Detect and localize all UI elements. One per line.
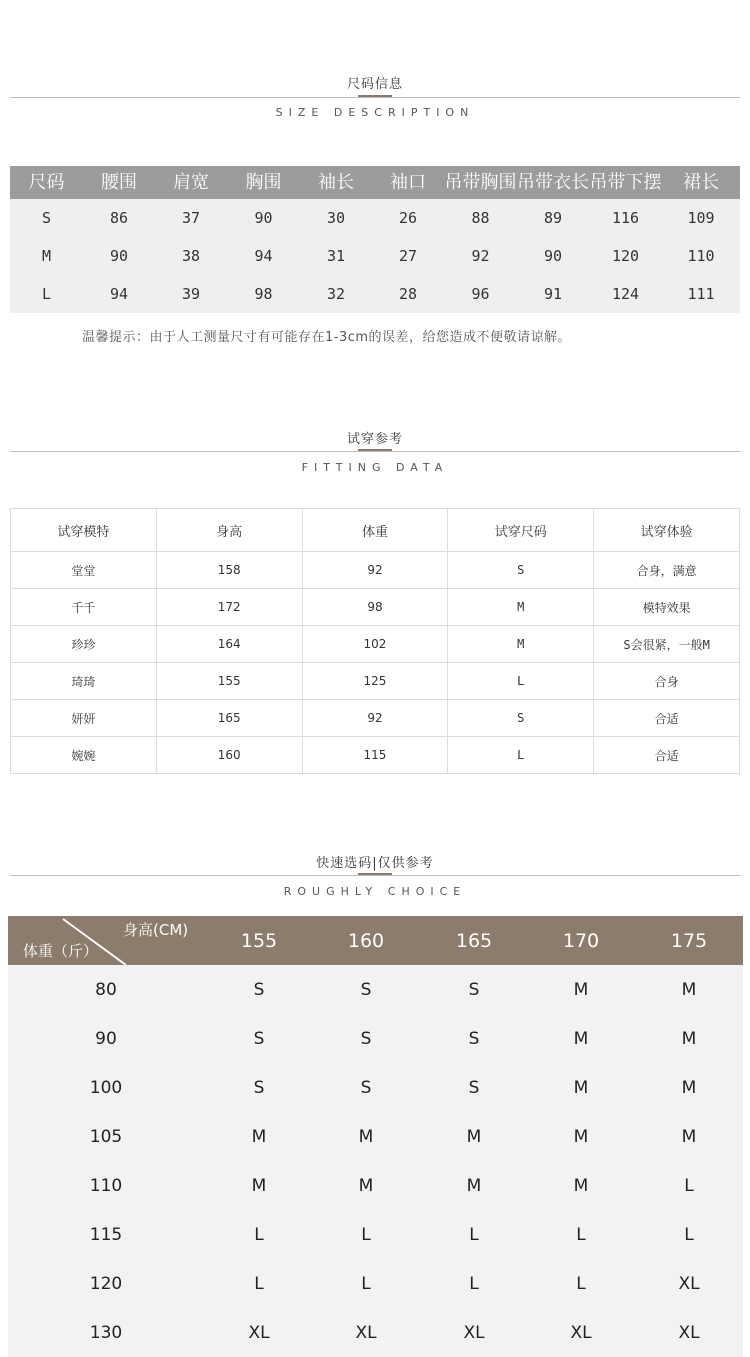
choice-title-cn: 快速选码|仅供参考 bbox=[316, 856, 434, 871]
fitting-title-en: FITTING DATA bbox=[301, 461, 449, 474]
choice-size-cell: M bbox=[251, 1126, 267, 1147]
fitting-cell: 172 bbox=[156, 589, 302, 626]
size-cell: 94 bbox=[254, 247, 273, 265]
size-cell: 109 bbox=[687, 209, 715, 227]
fitting-cell: 102 bbox=[302, 626, 448, 663]
choice-size-cell: L bbox=[469, 1273, 479, 1294]
choice-row bbox=[8, 1210, 743, 1259]
choice-size-cell: XL bbox=[355, 1322, 377, 1343]
choice-size-cell: M bbox=[681, 1028, 697, 1049]
choice-title-rule bbox=[10, 875, 740, 876]
size-header-cell: 裙长 bbox=[683, 171, 719, 193]
choice-size-cell: L bbox=[684, 1175, 694, 1196]
size-cell: 88 bbox=[471, 209, 490, 227]
size-cell: 89 bbox=[543, 209, 563, 227]
fitting-cell: 115 bbox=[302, 737, 448, 774]
choice-size-cell: S bbox=[468, 979, 480, 1000]
choice-size-cell: L bbox=[361, 1224, 371, 1245]
choice-row bbox=[8, 1112, 743, 1161]
fitting-cell: M bbox=[448, 626, 594, 663]
fitting-cell: 98 bbox=[302, 589, 448, 626]
size-cell: M bbox=[41, 247, 52, 265]
choice-size-cell: S bbox=[253, 1028, 265, 1049]
choice-row bbox=[8, 1161, 743, 1210]
size-row bbox=[10, 237, 740, 275]
fitting-cell: 155 bbox=[156, 663, 302, 700]
size-cell: 120 bbox=[611, 247, 640, 265]
size-cell: 28 bbox=[398, 285, 418, 303]
fitting-cell: L bbox=[448, 737, 594, 774]
fitting-header-cell: 身高 bbox=[156, 509, 302, 552]
choice-table-header bbox=[8, 916, 743, 965]
choice-size-cell: S bbox=[468, 1077, 480, 1098]
choice-size-cell: S bbox=[360, 979, 372, 1000]
size-header-cell: 吊带下摆 bbox=[589, 171, 662, 193]
fitting-cell: 妍妍 bbox=[11, 700, 157, 737]
choice-size-cell: XL bbox=[570, 1322, 592, 1343]
choice-size-cell: M bbox=[358, 1175, 374, 1196]
fitting-header-row bbox=[11, 509, 740, 552]
size-cell: 39 bbox=[181, 285, 201, 303]
fitting-row bbox=[11, 589, 740, 626]
size-cell: S bbox=[41, 209, 52, 227]
size-header-cell: 肩宽 bbox=[173, 171, 209, 193]
fitting-cell: 160 bbox=[156, 737, 302, 774]
size-cell: 26 bbox=[398, 209, 418, 227]
choice-weight-cell: 90 bbox=[95, 1028, 117, 1049]
size-header-cell: 吊带衣长 bbox=[517, 171, 589, 193]
choice-size-cell: M bbox=[466, 1126, 482, 1147]
choice-table-body bbox=[8, 965, 743, 1357]
size-header-cell: 胸围 bbox=[245, 171, 282, 193]
fitting-cell: 婉婉 bbox=[11, 737, 157, 774]
fitting-cell: 164 bbox=[156, 626, 302, 663]
choice-weight-cell: 100 bbox=[89, 1077, 123, 1098]
choice-row bbox=[8, 1063, 743, 1112]
fitting-cell: 模特效果 bbox=[594, 589, 740, 626]
choice-size-cell: L bbox=[576, 1273, 586, 1294]
choice-height-cell: 165 bbox=[455, 929, 493, 952]
fitting-cell: 合身，满意 bbox=[594, 552, 740, 589]
choice-size-cell: M bbox=[681, 1077, 697, 1098]
fitting-header-cell: 试穿体验 bbox=[594, 509, 740, 552]
size-cell: L bbox=[41, 285, 52, 303]
choice-height-cell: 170 bbox=[562, 929, 600, 952]
choice-size-cell: S bbox=[253, 979, 265, 1000]
choice-size-cell: M bbox=[573, 1028, 589, 1049]
fitting-cell: 千千 bbox=[11, 589, 157, 626]
size-cell: 92 bbox=[471, 247, 490, 265]
choice-height-cell: 155 bbox=[240, 929, 278, 952]
choice-weight-cell: 115 bbox=[89, 1224, 123, 1245]
choice-size-cell: S bbox=[253, 1077, 265, 1098]
size-title-rule bbox=[10, 97, 740, 98]
choice-size-cell: S bbox=[360, 1077, 372, 1098]
choice-size-cell: L bbox=[254, 1273, 264, 1294]
size-cell: 98 bbox=[254, 285, 273, 303]
choice-size-cell: XL bbox=[678, 1322, 700, 1343]
fitting-cell: 珍珍 bbox=[11, 626, 157, 663]
size-row bbox=[10, 275, 740, 313]
corner-weight-label: 体重（斤） bbox=[23, 942, 99, 960]
size-row bbox=[10, 199, 740, 237]
choice-weight-cell: 105 bbox=[89, 1126, 123, 1147]
size-cell: 91 bbox=[543, 285, 563, 303]
size-table-body bbox=[10, 199, 740, 313]
choice-size-cell: S bbox=[360, 1028, 372, 1049]
choice-table bbox=[8, 916, 743, 1357]
size-cell: 90 bbox=[254, 209, 273, 227]
choice-height-cell: 175 bbox=[670, 929, 708, 952]
choice-size-cell: L bbox=[576, 1224, 586, 1245]
size-cell: 96 bbox=[471, 285, 490, 303]
fitting-cell: 堂堂 bbox=[11, 552, 157, 589]
fitting-header-cell: 试穿尺码 bbox=[448, 509, 594, 552]
choice-size-cell: L bbox=[469, 1224, 479, 1245]
size-header-cell: 袖长 bbox=[318, 171, 354, 193]
size-header-cell: 腰围 bbox=[101, 171, 137, 193]
choice-weight-cell: 120 bbox=[89, 1273, 123, 1294]
size-cell: 94 bbox=[109, 285, 129, 303]
choice-size-cell: M bbox=[681, 1126, 697, 1147]
fitting-cell: 92 bbox=[302, 700, 448, 737]
size-tip: 温馨提示：由于人工测量尺寸有可能存在1-3cm的误差，给您造成不便敬请谅解。 bbox=[82, 330, 572, 345]
fitting-cell: 165 bbox=[156, 700, 302, 737]
choice-size-cell: M bbox=[573, 979, 589, 1000]
fitting-header-cell: 体重 bbox=[302, 509, 448, 552]
choice-row bbox=[8, 965, 743, 1014]
choice-size-cell: M bbox=[573, 1126, 589, 1147]
choice-weight-cell: 130 bbox=[89, 1322, 123, 1343]
choice-size-cell: L bbox=[361, 1273, 371, 1294]
size-cell: 32 bbox=[326, 285, 346, 303]
fitting-cell: 琦琦 bbox=[11, 663, 157, 700]
size-table bbox=[10, 166, 740, 313]
size-cell: 86 bbox=[109, 209, 129, 227]
fitting-cell: 合适 bbox=[594, 700, 740, 737]
size-cell: 38 bbox=[181, 247, 201, 265]
size-cell: 124 bbox=[611, 285, 640, 303]
fitting-cell: L bbox=[448, 663, 594, 700]
choice-size-cell: XL bbox=[678, 1273, 700, 1294]
fitting-cell: 合身 bbox=[594, 663, 740, 700]
fitting-title-rule bbox=[10, 451, 740, 452]
size-title-cn: 尺码信息 bbox=[346, 77, 403, 92]
choice-size-cell: M bbox=[573, 1175, 589, 1196]
choice-title-en: ROUGHLY CHOICE bbox=[283, 885, 467, 898]
fitting-row bbox=[11, 737, 740, 774]
fitting-cell: 92 bbox=[302, 552, 448, 589]
size-cell: 30 bbox=[326, 209, 346, 227]
choice-height-cell: 160 bbox=[347, 929, 385, 952]
size-cell: 31 bbox=[326, 247, 346, 265]
fitting-title-cn: 试穿参考 bbox=[346, 432, 403, 447]
choice-size-cell: S bbox=[468, 1028, 480, 1049]
size-title-en: SIZE DESCRIPTION bbox=[275, 106, 475, 119]
fitting-row bbox=[11, 626, 740, 663]
choice-row bbox=[8, 1014, 743, 1063]
fitting-cell: M bbox=[448, 589, 594, 626]
fitting-table bbox=[10, 508, 740, 774]
choice-row bbox=[8, 1308, 743, 1357]
size-cell: 90 bbox=[109, 247, 129, 265]
choice-size-cell: XL bbox=[463, 1322, 485, 1343]
size-header-cell: 袖口 bbox=[390, 171, 426, 193]
size-table-header bbox=[10, 166, 740, 199]
fitting-cell: 125 bbox=[302, 663, 448, 700]
fitting-cell: S bbox=[448, 552, 594, 589]
size-cell: 90 bbox=[543, 247, 563, 265]
choice-size-cell: M bbox=[681, 979, 697, 1000]
fitting-row bbox=[11, 663, 740, 700]
choice-size-cell: M bbox=[358, 1126, 374, 1147]
size-cell: 116 bbox=[611, 209, 640, 227]
choice-size-cell: XL bbox=[248, 1322, 270, 1343]
choice-size-cell: M bbox=[251, 1175, 267, 1196]
fitting-header-cell: 试穿模特 bbox=[11, 509, 157, 552]
size-cell: 27 bbox=[398, 247, 418, 265]
corner-height-label: 身高(CM) bbox=[123, 921, 189, 939]
fitting-cell: S bbox=[448, 700, 594, 737]
fitting-row bbox=[11, 552, 740, 589]
choice-size-cell: M bbox=[573, 1077, 589, 1098]
size-header-cell: 吊带胸围 bbox=[444, 171, 517, 193]
choice-size-cell: L bbox=[254, 1224, 264, 1245]
choice-size-cell: L bbox=[684, 1224, 694, 1245]
fitting-cell: 合适 bbox=[594, 737, 740, 774]
fitting-cell: S会很紧，一般M bbox=[594, 626, 740, 663]
choice-weight-cell: 110 bbox=[89, 1175, 123, 1196]
size-cell: 110 bbox=[687, 247, 715, 265]
size-header-cell: 尺码 bbox=[28, 171, 65, 193]
fitting-row bbox=[11, 700, 740, 737]
choice-weight-cell: 80 bbox=[95, 979, 117, 1000]
fitting-cell: 158 bbox=[156, 552, 302, 589]
size-cell: 37 bbox=[181, 209, 201, 227]
choice-row bbox=[8, 1259, 743, 1308]
size-cell: 111 bbox=[687, 285, 715, 303]
choice-size-cell: M bbox=[466, 1175, 482, 1196]
